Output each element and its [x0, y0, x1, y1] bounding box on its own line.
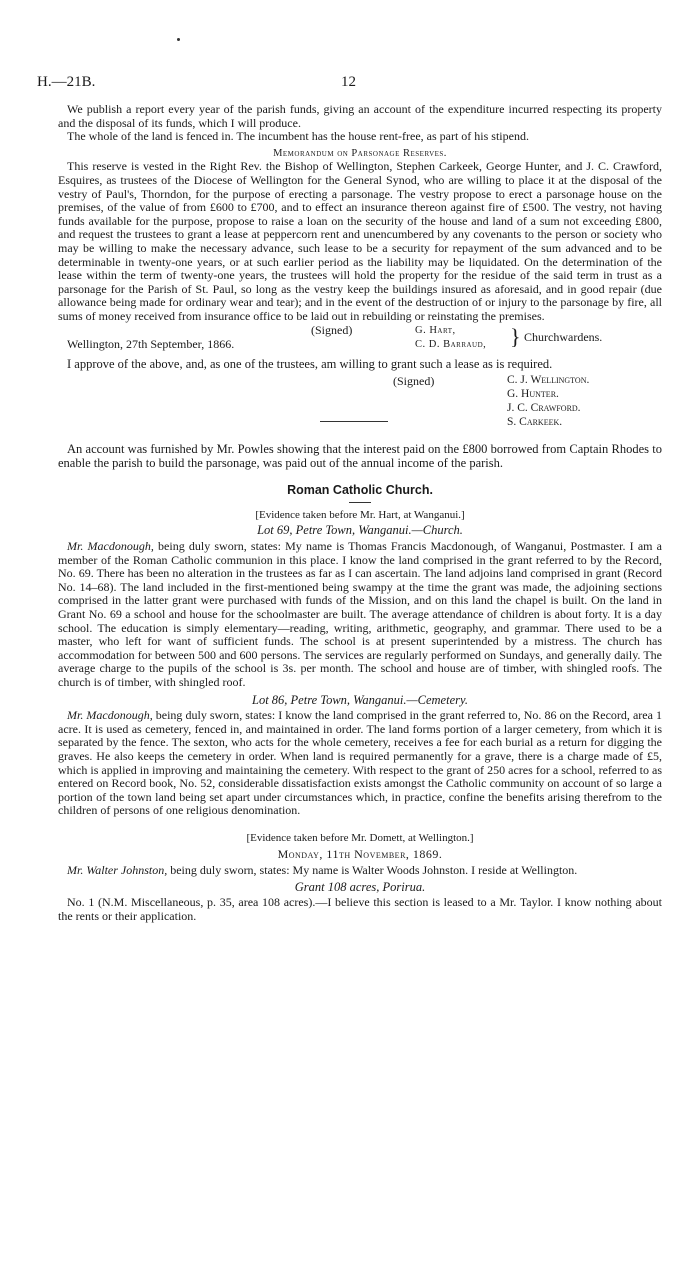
- churchwardens-role: Churchwardens.: [524, 329, 603, 344]
- signed-label: (Signed): [311, 322, 353, 337]
- approval-signed-label: (Signed): [393, 374, 435, 389]
- signatory-barraud: C. D. Barraud,: [415, 338, 487, 350]
- section-rule: [320, 421, 388, 422]
- witness-name: Mr. Macdonough,: [67, 708, 153, 723]
- trustee-name: C. J. Wellington.: [507, 374, 590, 387]
- memorandum-body: This reserve is vested in the Right Rev. the Bishop of Wellington, Stephen Carkeek, George Hunter, and J. C. Crawford, Esquires, as trustees of the Diocese of Wellington for the General Synod, who are willing to place it at the disposal of the vestry of Paul's, Thorndon, for the purpose of erecting a parsonage. The vestry propose to erect a parsonage house on the premises, of the value of from £600 to £700, and to effect an insurance thereon against fire of £500. The vestry, not having funds available for the purpose, propose to raise a loan on the security of the house and land of a sum not exceeding £800, and request the trustees to grant a lease at peppercorn rent and unencumbered by any covenants to the person or society who may be willing to make the necessary advance, such lease to be a security for repayment of the sum advanced and to be determinable in twenty-one years, or at such earlier period as the liability may be liquidated. On the determination of the lease within the term of twenty-one years, the trustees will hold the property for the residue of the said term in trust as a parsonage for the Parish of St. Paul, so long as the vestry keep the buildings insured as aforesaid, and in good repair (due allowance being made for ordinary wear and tear); and in the event of the destruction of or injury to the parsonage by fire, all sums of money received from insurance office to be laid out in rebuilding or reinstating the premises.: [58, 159, 662, 323]
- memorandum-title: Memorandum on Parsonage Reserves.: [273, 147, 447, 159]
- account-paragraph: An account was furnished by Mr. Powles showing that the interest paid on the £800 borrowed from Captain Rhodes to enable the parish to build the parsonage, was paid out of the annual income of the parish.: [58, 442, 662, 470]
- johnston-testimony: Mr. Walter Johnston, being duly sworn, states: My name is Walter Woods Johnston. I reside at Wellington.: [67, 863, 578, 878]
- parish-paragraph-2: The whole of the land is fenced in. The incumbent has the house rent-free, as part of his stipend.: [67, 129, 529, 144]
- approval-text: I approve of the above, and, as one of the trustees, am willing to grant such a lease as is required.: [67, 356, 553, 371]
- evidence-note-domett: [Evidence taken before Mr. Domett, at Wellington.]: [246, 831, 474, 844]
- parish-paragraph-1: We publish a report every year of the parish funds, giving an account of the expenditure incurred respecting its property and the disposal of its funds, which I will produce.: [58, 102, 662, 130]
- trustee-name: S. Carkeek.: [507, 416, 563, 429]
- macdonough-testimony-2: Mr. Macdonough, being duly sworn, states: I know the land comprised in the grant referred to, No. 86 on the Record, area 1 acre. It is used as cemetery, fenced in, and maintained in order. The land forms portion of a larger cemetery, from which it is separated by the fence. The sexton, who acts for the whole cemetery, receives a fee for each burial as a return for digging the graves. He also keeps the cemetery in order. When land is required permanently for a grave, there is a charge made of £5, which is applied in improving and maintaining the cemetery. With respect to the grant of 250 acres for a school, referred to as entered on Record book, No. 52, considerable dissatisfaction exists amongst the Catholic community on account of so large a portion of the town land being set apart under circumstances which, in practice, confine the benefits arising therefrom to the children of persons of one religious denomination.: [58, 708, 662, 818]
- trustee-name: G. Hunter.: [507, 388, 559, 401]
- title-rule: [349, 502, 371, 503]
- document-reference: H.—21B.: [37, 74, 96, 90]
- trustees-signature: [58, 373, 662, 429]
- ink-speck: [177, 38, 180, 41]
- brace-glyph: }: [510, 323, 521, 349]
- johnston-testimony-2: No. 1 (N.M. Miscellaneous, p. 35, area 108 acres).—I believe this section is leased to a Mr. Taylor. I know nothing about the rents or their application.: [58, 895, 662, 923]
- trustee-name: J. C. Crawford.: [507, 402, 581, 415]
- page-number: 12: [341, 74, 356, 90]
- macdonough-testimony-1: Mr. Macdonough, being duly sworn, states: My name is Thomas Francis Macdonough, of Wanganui, Postmaster. I am a member of the Roman Catholic communion in this place. I know the land comprised in the grant referred to by the Record, No. 69. There has been no alteration in the trustees as far as I can ascertain. The land adjoins land comprised in grant (Record No. 14–68). The land included in the first-mentioned being swampy at the time the grant was made, the adjoining sections comprised in the latter grant were purchased with funds of the Mission, and on this land the chapel is built. On the land in Grant No. 69 a school and house for the schoolmaster are built. The average attendance of children is about forty. It is a day school. The education is simply elementary—reading, writing, arithmetic, geography, and grammar. There used to be a master, who left for want of sufficient funds. The school is at present superintended by a mistress. The church has accommodation for between 500 and 600 persons. The services are regularly performed on Sundays, and generally daily. The average charge to the pupils of the school is 3s. per month. The school and house are of timber, with shingled roofs. The church is of timber, with shingled roof.: [58, 539, 662, 689]
- grant-108-heading: Grant 108 acres, Porirua.: [294, 879, 426, 894]
- signatory-hart: G. Hart,: [415, 324, 456, 336]
- session-date: Monday, 11th November, 1869.: [277, 846, 443, 861]
- page-header: [37, 74, 662, 96]
- churchwardens-signature: [58, 324, 662, 354]
- lot-69-heading: Lot 69, Petre Town, Wanganui.—Church.: [257, 523, 463, 538]
- witness-name: Mr. Macdonough,: [67, 539, 154, 554]
- place-date: Wellington, 27th September, 1866.: [67, 336, 235, 351]
- page-body: [58, 103, 662, 924]
- evidence-note-hart: [Evidence taken before Mr. Hart, at Wanganui.]: [255, 508, 465, 521]
- lot-86-heading: Lot 86, Petre Town, Wanganui.—Cemetery.: [252, 692, 468, 707]
- witness-name: Mr. Walter Johnston,: [67, 863, 168, 878]
- section-title: Roman Catholic Church.: [287, 483, 433, 498]
- trustee-names: [507, 373, 662, 429]
